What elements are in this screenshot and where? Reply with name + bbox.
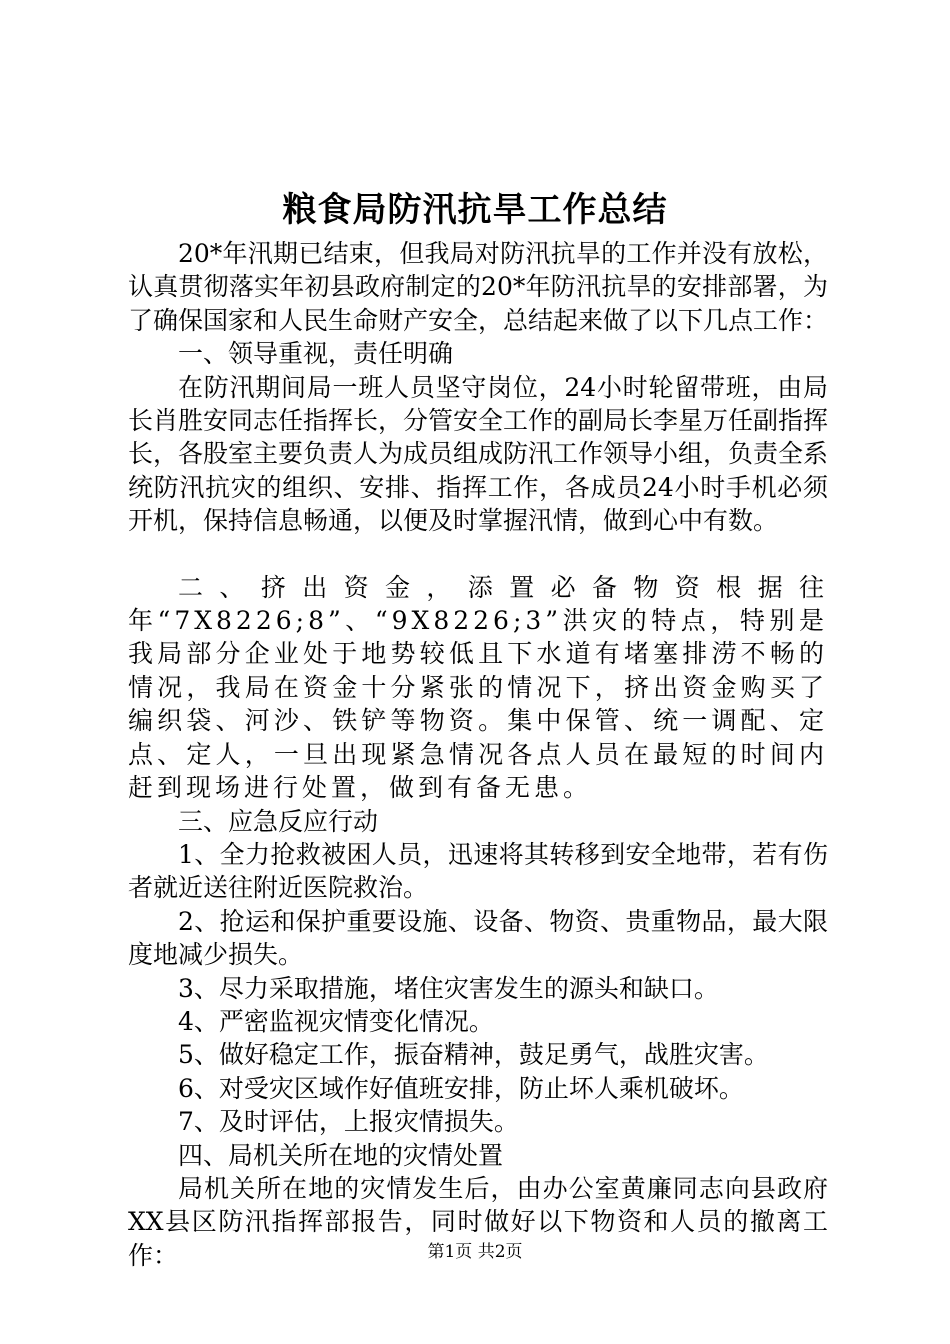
section-heading-4: 四、局机关所在地的灾情处置 (178, 1140, 504, 1170)
intro-paragraph: 20*年汛期已结束，但我局对防汛抗旱的工作并没有放松，认真贯彻落实年初县政府制定的20*年防汛抗旱的安排部署，为了确保国家和人民生命财产安全，总结起来做了以下几点工作： (128, 239, 829, 335)
document-title: 粮食局防汛抗旱工作总结 (282, 190, 668, 230)
section-1-paragraph: 在防汛期间局一班人员坚守岗位，24小时轮留带班，由局长肖胜安同志任指挥长，分管安全工作的副局长李星万任副指挥长，各股室主要负责人为成员组成防汛工作领导小组，负责全系统防汛抗灾的组织、安排、指挥工作，各成员24小时手机必须开机，保持信息畅通，以便及时掌握汛情，做到心中有数。 (128, 372, 829, 536)
section-2-paragraph: 二、挤出资金，添置必备物资根据往年“7X8226;8”、“9X8226;3”洪灾的特点，特别是我局部分企业处于地势较低且下水道有堵塞排涝不畅的情况，我局在资金十分紧张的情况下，挤出资金购买了编织袋、河沙、铁铲等物资。集中保管、统一调配、定点、定人，一旦出现紧急情况各点人员在最短的时间内赶到现场进行处置，做到有备无患。 (128, 572, 828, 803)
page-number: 第1页 共2页 (427, 1242, 523, 1262)
section-heading-3: 三、应急反应行动 (178, 806, 379, 836)
list-item: 2、抢运和保护重要设施、设备、物资、贵重物品，最大限度地减少损失。 (128, 906, 828, 970)
list-item: 6、对受灾区域作好值班安排，防止坏人乘机破坏。 (178, 1073, 744, 1103)
document-body (128, 237, 828, 1272)
section-heading-1: 一、领导重视，责任明确 (178, 339, 454, 369)
list-item: 7、及时评估，上报灾情损失。 (178, 1107, 519, 1137)
list-item: 1、全力抢救被困人员，迅速将其转移到安全地带，若有伤者就近送往附近医院救治。 (128, 839, 828, 903)
section-4-paragraph: 局机关所在地的灾情发生后，由办公室黄廉同志向县政府XX县区防汛指挥部报告，同时做好以下物资和人员的撤离工作： (128, 1173, 828, 1270)
list-item: 5、做好稳定工作，振奋精神，鼓足勇气，战胜灾害。 (178, 1040, 769, 1070)
list-item: 3、尽力采取措施，堵住灾害发生的源头和缺口。 (178, 973, 719, 1003)
list-item: 4、严密监视灾情变化情况。 (178, 1006, 494, 1036)
